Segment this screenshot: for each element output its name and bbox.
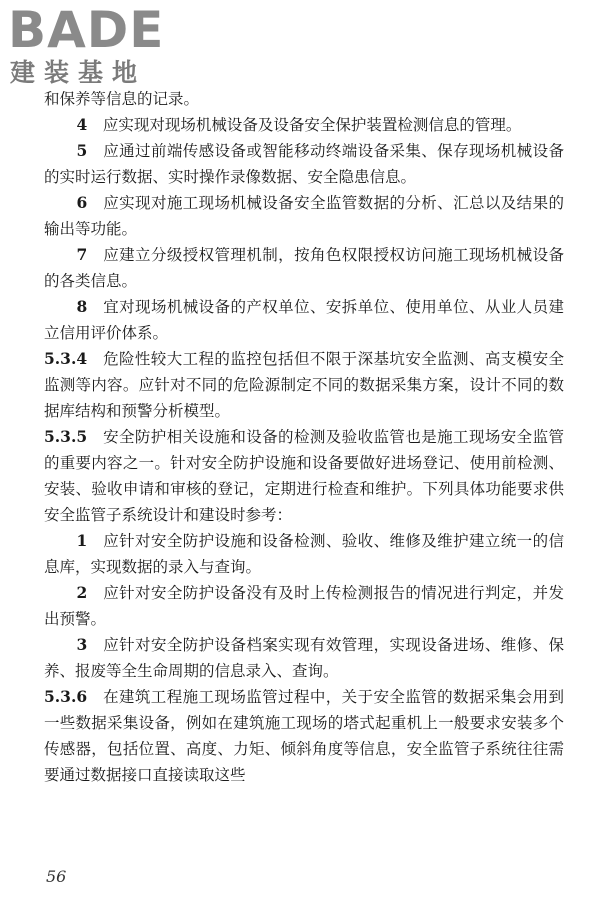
section-5-3-4 (44, 346, 564, 424)
section-number: 5.3.5 (44, 427, 88, 446)
item-number: 3 (76, 635, 88, 654)
list-item-8 (44, 294, 564, 346)
paragraph-text: 应建立分级授权管理机制，按角色权限授权访问施工现场机械设备的各类信息。 (44, 246, 564, 290)
paragraph-text: 宜对现场机械设备的产权单位、安拆单位、使用单位、从业人员建立信用评价体系。 (44, 298, 564, 342)
paragraph-text: 应针对安全防护设施和设备检测、验收、维修及维护建立统一的信息库，实现数据的录入与查询。 (44, 532, 564, 576)
item-number: 2 (76, 583, 88, 602)
list-item-7 (44, 242, 564, 294)
watermark-logo (8, 1, 180, 90)
paragraph-text: 在建筑工程施工现场监管过程中，关于安全监管的数据采集会用到一些数据采集设备，例如在建筑施工现场的塔式起重机上一般要求安装多个传感器，包括位置、高度、力矩、倾斜角度等信息，安全监管子系统往往需要通过数据接口直接读取这些 (44, 688, 564, 784)
list-item-4 (44, 112, 564, 138)
section-number: 5.3.4 (44, 349, 88, 368)
list-item-6 (44, 190, 564, 242)
item-number: 4 (76, 115, 88, 134)
section-5-3-6 (44, 684, 564, 788)
paragraph-text: 危险性较大工程的监控包括但不限于深基坑安全监测、高支模安全监测等内容。应针对不同的危险源制定不同的数据采集方案，设计不同的数据库结构和预警分析模型。 (44, 350, 564, 420)
section-number: 5.3.6 (44, 687, 88, 706)
paragraph-text: 安全防护相关设施和设备的检测及验收监管也是施工现场安全监管的重要内容之一。针对安全防护设施和设备要做好进场登记、使用前检测、安装、验收申请和审核的登记，定期进行检查和维护。下列具体功能要求供安全监管子系统设计和建设时参考： (44, 428, 564, 524)
page-number: 56 (46, 867, 67, 886)
item-number: 8 (76, 297, 88, 316)
paragraph-text: 应通过前端传感设备或智能移动终端设备采集、保存现场机械设备的实时运行数据、实时操作录像数据、安全隐患信息。 (44, 142, 564, 186)
item-number: 6 (76, 193, 88, 212)
paragraph-continuation (44, 86, 564, 112)
paragraph-text: 应针对安全防护设备档案实现有效管理，实现设备进场、维修、保养、报废等全生命周期的信息录入、查询。 (44, 636, 564, 680)
paragraph-text: 应实现对现场机械设备及设备安全保护装置检测信息的管理。 (102, 116, 522, 134)
paragraph-text: 应实现对施工现场机械设备安全监管数据的分析、汇总以及结果的输出等功能。 (44, 194, 564, 238)
document-body (44, 86, 564, 788)
item-number: 7 (76, 245, 88, 264)
logo-latin-text: BADE (8, 1, 165, 59)
item-number: 5 (76, 141, 88, 160)
list-item-2 (44, 580, 564, 632)
paragraph-text: 和保养等信息的记录。 (44, 90, 200, 108)
item-number: 1 (76, 531, 88, 550)
logo-chinese-text: 建装基地 (10, 58, 147, 87)
paragraph-text: 应针对安全防护设备没有及时上传检测报告的情况进行判定，并发出预警。 (44, 584, 564, 628)
list-item-1 (44, 528, 564, 580)
list-item-3 (44, 632, 564, 684)
section-5-3-5 (44, 424, 564, 528)
list-item-5 (44, 138, 564, 190)
